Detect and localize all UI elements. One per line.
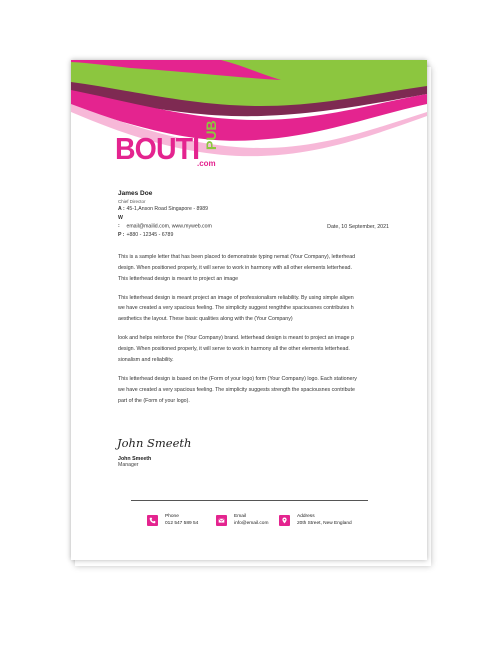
body-line: This letterhead design is meant to project an image (118, 275, 239, 282)
sender-block (118, 190, 212, 239)
sender-title: Chief Director (118, 199, 146, 204)
sender-phone: +880 - 12345 - 6789 (126, 231, 174, 238)
letterhead-page (71, 60, 427, 560)
phone-label: Phone (165, 514, 179, 519)
email-label: Email (234, 514, 246, 519)
paragraph (118, 374, 398, 406)
sender-phone-line (118, 231, 212, 240)
body-line: design. When positioned properly, it will serve to work in harmony with all other elements letterhead. (118, 264, 352, 271)
letter-date: Date, 10 September, 2021 (327, 224, 389, 230)
logo-side-text: PUB (203, 120, 219, 150)
body-line: This letterhead design is based on the (Form of your logo) form (Your Company) logo. Each stationery (118, 376, 357, 383)
sender-name: James Doe (118, 190, 153, 197)
footer-divider (131, 500, 368, 501)
body-line: This is a sample letter that has been placed to demonstrate typing nemat (Your Company), letterhead (118, 254, 356, 260)
email-icon (216, 515, 227, 526)
signatory-role: Manager (118, 462, 139, 468)
body-line: we have created a very spacious feeling. The simplicity suggests strength the spaciousnes contribute (118, 386, 355, 393)
paragraph (118, 293, 398, 325)
paragraph (118, 333, 398, 365)
body-line: aesthetics the layout. These basic qualities along with the (Your Company) (118, 316, 293, 323)
paragraph (118, 252, 398, 284)
logo-domain: .com (197, 159, 216, 168)
sender-address-line (118, 205, 212, 214)
body-line: This letterhead design is meant project an image of professionalism reliability. By using simple aligen (118, 294, 354, 301)
phone-key: P : (118, 231, 125, 238)
phone-value: 012 547 589 54 (165, 520, 199, 526)
address-key: A : (118, 206, 125, 212)
body-line: we have created a very spacious feeling. The simplicity suggest rengththe spaciousnes contributes h (118, 305, 354, 312)
brand-logo (115, 120, 225, 178)
body-line: sionalism and reliability. (118, 356, 174, 363)
phone-icon (147, 515, 158, 526)
body-line: part of the (Form of your logo). (118, 397, 190, 404)
body-line: design. When positioned properly, it will serve to work in harmony all the other elements letterhead. (118, 346, 350, 353)
web-key: W : (118, 214, 123, 229)
handwritten-signature: John Smeeth (117, 436, 192, 450)
email-value: info@email.com (234, 520, 269, 526)
letter-body (118, 252, 398, 415)
sender-web: email@mailid.com, www.myweb.com (126, 223, 212, 229)
signatory-name: John Smeeth (118, 456, 152, 462)
address-value: 20th Street, New England (297, 520, 352, 526)
address-label: Address (297, 514, 315, 519)
logo-wordmark: BOUTI (115, 131, 200, 166)
body-line: look and helps reinforce the (Your Company) brand. letterhead design is meant to project an image p (118, 335, 354, 342)
sender-web-line (118, 214, 212, 231)
location-icon (279, 515, 290, 526)
sender-address: 45-1,Anson Road Singapore - 8989 (126, 206, 209, 212)
